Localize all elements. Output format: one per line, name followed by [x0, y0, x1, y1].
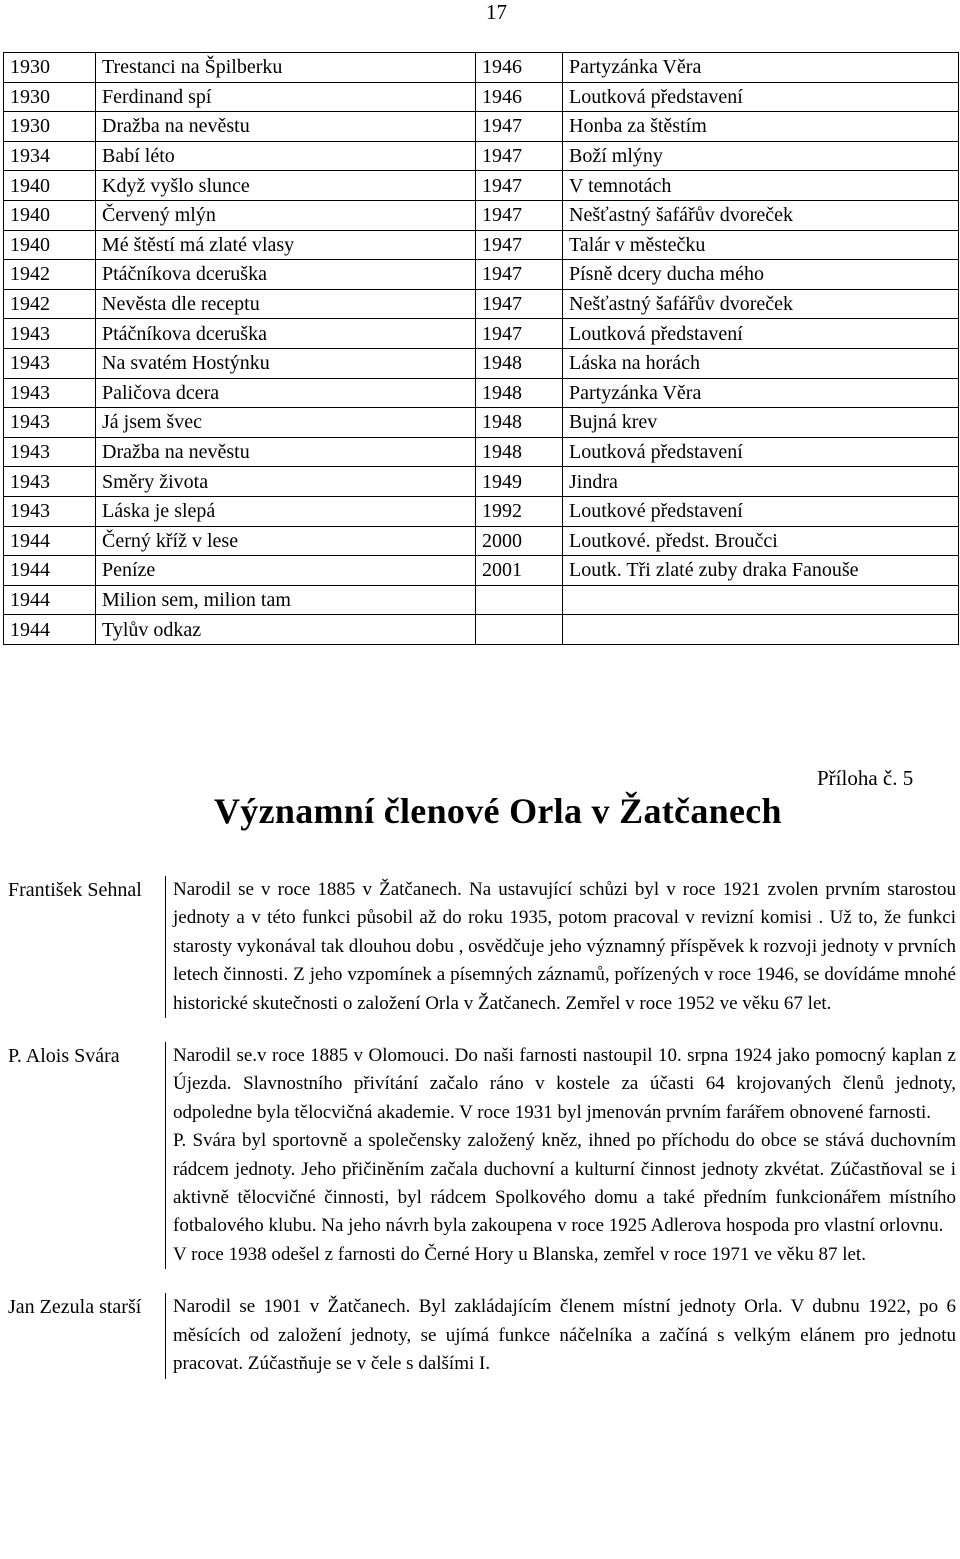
member-name: P. Alois Svára [8, 1045, 120, 1068]
year-cell: 1943 [4, 348, 96, 378]
table-row [4, 141, 959, 171]
year-cell: 1947 [476, 260, 563, 290]
title-cell: Nešťastný šafářův dvoreček [563, 289, 959, 319]
title-cell: Dražba na nevěstu [96, 112, 476, 142]
table-row [4, 526, 959, 556]
bio-paragraph: P. Svára byl sportovně a společensky založený kněz, ihned po příchodu do obce se stává duchovním rádcem jednoty. Jeho přičiněním začala duchovní a kulturní činnost jednoty zkvétat. Zúčastňoval se i aktivně tělocvičné činnosti, byl rádcem Spolkového domu a také předním funkcionářem místního fotbalového klubu. Na jeho návrh byla zakoupena v roce 1925 Adlerova hospoda pro vlastní orlovnu. [173, 1130, 956, 1237]
year-cell: 1942 [4, 260, 96, 290]
title-cell: Talár v městečku [563, 230, 959, 260]
title-cell: Loutkové. předst. Broučci [563, 526, 959, 556]
title-cell: Loutková představení [563, 319, 959, 349]
table-row [4, 378, 959, 408]
title-cell: Dražba na nevěstu [96, 437, 476, 467]
plays-table-body [4, 53, 959, 645]
title-cell: Ptáčníkova dceruška [96, 260, 476, 290]
year-cell: 1943 [4, 319, 96, 349]
bio-paragraph: Narodil se v roce 1885 v Žatčanech. Na ustavující schůzi byl v roce 1921 zvolen prvním starostou jednoty a v této funkci působil až do roku 1935, potom pracoval v revizní komisi . Už to, že funkci starosty vykonával tak dlouhou dobu , osvědčuje jeho významný příspěvek k rozvoji jednoty v prvních letech činnosti. Z jeho vzpomínek a písemných záznamů, pořízených v roce 1946, se dovídáme mnohé historické skutečnosti o založení Orla v Žatčanech. Zemřel v roce 1952 ve věku 67 let. [173, 879, 956, 1014]
member-bio [165, 1042, 956, 1269]
page-number: 17 [486, 0, 507, 24]
table-row [4, 585, 959, 615]
table-row [4, 82, 959, 112]
title-cell: Láska je slepá [96, 496, 476, 526]
year-cell: 1944 [4, 526, 96, 556]
title-cell: Peníze [96, 556, 476, 586]
year-cell: 2000 [476, 526, 563, 556]
member-bio [165, 876, 956, 1018]
member-bio [165, 1293, 956, 1378]
year-cell: 1992 [476, 496, 563, 526]
table-row [4, 467, 959, 497]
table-row [4, 53, 959, 83]
title-cell: Trestanci na Špilberku [96, 53, 476, 83]
year-cell [476, 615, 563, 645]
title-cell: Loutková představení [563, 437, 959, 467]
title-cell: Na svatém Hostýnku [96, 348, 476, 378]
plays-table [3, 52, 959, 645]
year-cell: 1948 [476, 408, 563, 438]
member-entry [8, 1293, 956, 1378]
title-cell: Ferdinand spí [96, 82, 476, 112]
table-row [4, 171, 959, 201]
year-cell: 1947 [476, 112, 563, 142]
table-row [4, 112, 959, 142]
year-cell: 1930 [4, 112, 96, 142]
title-cell: Červený mlýn [96, 200, 476, 230]
year-cell [476, 585, 563, 615]
title-cell: Láska na horách [563, 348, 959, 378]
year-cell: 1949 [476, 467, 563, 497]
table-row [4, 348, 959, 378]
year-cell: 1940 [4, 200, 96, 230]
year-cell: 1944 [4, 585, 96, 615]
year-cell: 1947 [476, 230, 563, 260]
year-cell: 2001 [476, 556, 563, 586]
year-cell: 1948 [476, 348, 563, 378]
title-cell: Babí léto [96, 141, 476, 171]
title-cell: Černý kříž v lese [96, 526, 476, 556]
year-cell: 1934 [4, 141, 96, 171]
title-cell: V temnotách [563, 171, 959, 201]
bio-paragraph: Narodil se 1901 v Žatčanech. Byl zakládajícím členem místní jednoty Orla. V dubnu 1922, po 6 měsících od založení jednoty, se ujímá funkce náčelníka a začíná s velkým elánem pro jednotu pracovat. Zúčastňuje se v čele s dalšími I. [173, 1296, 956, 1375]
member-name: František Sehnal [8, 879, 142, 901]
year-cell: 1943 [4, 437, 96, 467]
title-cell: Loutk. Tři zlaté zuby draka Fanouše [563, 556, 959, 586]
title-cell: Mé štěstí má zlaté vlasy [96, 230, 476, 260]
members-list [8, 876, 956, 1379]
title-cell: Loutkové představení [563, 496, 959, 526]
year-cell: 1940 [4, 171, 96, 201]
title-cell: Boží mlýny [563, 141, 959, 171]
title-cell [563, 615, 959, 645]
member-entry [8, 1042, 956, 1269]
title-cell: Já jsem švec [96, 408, 476, 438]
year-cell: 1944 [4, 615, 96, 645]
title-cell: Když vyšlo slunce [96, 171, 476, 201]
year-cell: 1940 [4, 230, 96, 260]
year-cell: 1930 [4, 82, 96, 112]
year-cell: 1947 [476, 319, 563, 349]
title-cell: Směry života [96, 467, 476, 497]
title-cell: Honba za štěstím [563, 112, 959, 142]
table-row [4, 408, 959, 438]
year-cell: 1943 [4, 378, 96, 408]
table-row [4, 556, 959, 586]
year-cell: 1946 [476, 82, 563, 112]
title-cell: Bujná krev [563, 408, 959, 438]
title-cell: Ptáčníkova dceruška [96, 319, 476, 349]
section-title: Významní členové Orla v Žatčanech [214, 791, 782, 831]
title-cell: Partyzánka Věra [563, 378, 959, 408]
table-row [4, 230, 959, 260]
title-cell: Písně dcery ducha mého [563, 260, 959, 290]
year-cell: 1943 [4, 408, 96, 438]
year-cell: 1944 [4, 556, 96, 586]
table-row [4, 200, 959, 230]
title-cell: Tylův odkaz [96, 615, 476, 645]
year-cell: 1948 [476, 437, 563, 467]
year-cell: 1946 [476, 53, 563, 83]
title-cell: Nešťastný šafářův dvoreček [563, 200, 959, 230]
table-row [4, 496, 959, 526]
table-row [4, 615, 959, 645]
year-cell: 1948 [476, 378, 563, 408]
table-row [4, 319, 959, 349]
member-entry [8, 876, 956, 1018]
year-cell: 1942 [4, 289, 96, 319]
table-row [4, 289, 959, 319]
title-cell: Paličova dcera [96, 378, 476, 408]
year-cell: 1943 [4, 467, 96, 497]
title-cell: Loutková představení [563, 82, 959, 112]
title-cell [563, 585, 959, 615]
title-cell: Partyzánka Věra [563, 53, 959, 83]
table-row [4, 260, 959, 290]
year-cell: 1947 [476, 141, 563, 171]
title-cell: Jindra [563, 467, 959, 497]
appendix-label: Příloha č. 5 [817, 766, 914, 790]
title-cell: Milion sem, milion tam [96, 585, 476, 615]
year-cell: 1947 [476, 289, 563, 319]
member-name: Jan Zezula starší [8, 1296, 142, 1319]
bio-paragraph: Narodil se.v roce 1885 v Olomouci. Do naši farnosti nastoupil 10. srpna 1924 jako pomocný kaplan z Újezda. Slavnostního přivítání začalo ráno v kostele za účasti 64 krojovaných členů jednoty, odpoledne byla tělocvičná akademie. V roce 1931 byl jmenován prvním farářem obnovené farnosti. [173, 1045, 956, 1123]
table-row [4, 437, 959, 467]
year-cell: 1947 [476, 200, 563, 230]
bio-paragraph: V roce 1938 odešel z farnosti do Černé Hory u Blanska, zemřel v roce 1971 ve věku 87 let. [173, 1243, 866, 1265]
title-cell: Nevěsta dle receptu [96, 289, 476, 319]
year-cell: 1947 [476, 171, 563, 201]
year-cell: 1943 [4, 496, 96, 526]
year-cell: 1930 [4, 53, 96, 83]
